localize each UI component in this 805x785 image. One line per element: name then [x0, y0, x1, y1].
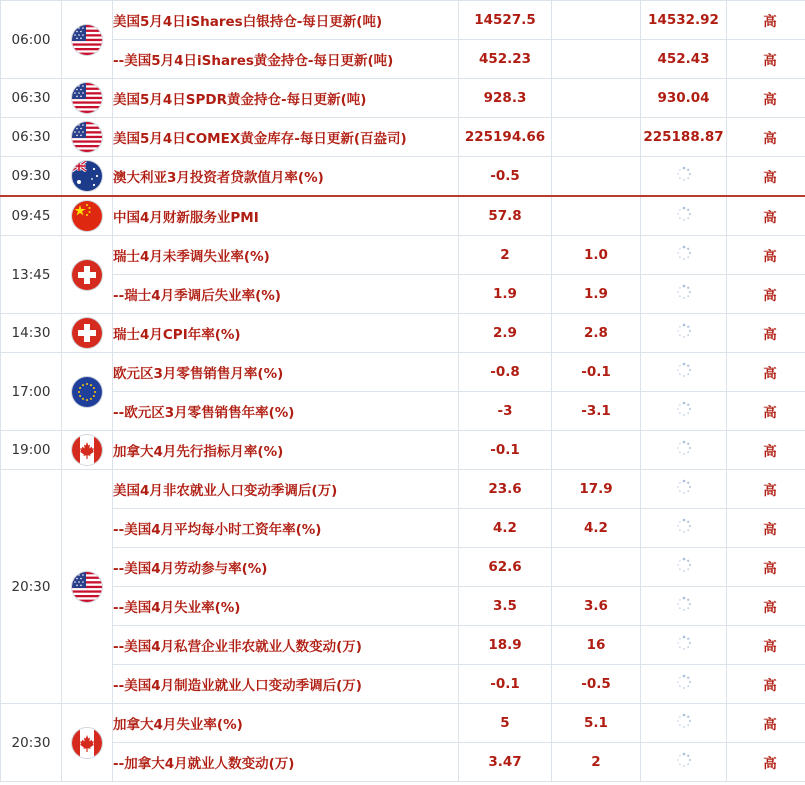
importance-label: 高: [727, 704, 805, 743]
table-row[interactable]: [1, 157, 805, 197]
expected-value: 3.6: [552, 587, 641, 626]
country-flag-cell: [62, 1, 113, 79]
country-flag-cell: [62, 236, 113, 314]
table-row[interactable]: [1, 118, 805, 157]
event-time: 09:30: [1, 157, 62, 197]
table-row[interactable]: [1, 665, 805, 704]
loading-icon: [676, 440, 692, 460]
table-row[interactable]: [1, 509, 805, 548]
actual-value: 57.8: [459, 196, 552, 236]
previous-value-cell: [641, 314, 727, 353]
country-flag-cell: [62, 431, 113, 470]
australia-flag-icon: [72, 161, 102, 191]
actual-value: -0.1: [459, 665, 552, 704]
usa-flag-icon: [72, 25, 102, 55]
expected-value: [552, 157, 641, 197]
importance-label: 高: [727, 431, 805, 470]
importance-label: 高: [727, 314, 805, 353]
actual-value: 14527.5: [459, 1, 552, 40]
previous-value-cell: [641, 587, 727, 626]
previous-value-cell: [641, 431, 727, 470]
actual-value: -0.5: [459, 157, 552, 197]
table-row[interactable]: [1, 587, 805, 626]
importance-label: 高: [727, 509, 805, 548]
actual-value: 18.9: [459, 626, 552, 665]
country-flag-cell: [62, 79, 113, 118]
switzerland-flag-icon: [72, 260, 102, 290]
importance-label: 高: [727, 626, 805, 665]
expected-value: 5.1: [552, 704, 641, 743]
actual-value: 23.6: [459, 470, 552, 509]
expected-value: 2: [552, 743, 641, 782]
expected-value: 1.0: [552, 236, 641, 275]
table-row[interactable]: [1, 548, 805, 587]
event-name[interactable]: 美国5月4日SPDR黄金持仓-每日更新(吨): [113, 79, 459, 118]
expected-value: 1.9: [552, 275, 641, 314]
actual-value: 928.3: [459, 79, 552, 118]
loading-icon: [676, 284, 692, 304]
actual-value: 1.9: [459, 275, 552, 314]
importance-label: 高: [727, 665, 805, 704]
actual-value: 3.47: [459, 743, 552, 782]
table-row[interactable]: [1, 431, 805, 470]
actual-value: -0.1: [459, 431, 552, 470]
expected-value: 17.9: [552, 470, 641, 509]
expected-value: [552, 79, 641, 118]
event-time: 06:30: [1, 79, 62, 118]
actual-value: 225194.66: [459, 118, 552, 157]
importance-label: 高: [727, 587, 805, 626]
expected-value: -3.1: [552, 392, 641, 431]
expected-value: [552, 118, 641, 157]
table-row[interactable]: [1, 40, 805, 79]
importance-label: 高: [727, 157, 805, 197]
importance-label: 高: [727, 275, 805, 314]
previous-value-cell: [641, 548, 727, 587]
event-time: 20:30: [1, 470, 62, 704]
usa-flag-icon: [72, 572, 102, 602]
expected-value: 4.2: [552, 509, 641, 548]
event-name[interactable]: 加拿大4月失业率(%): [113, 704, 459, 743]
eu-flag-icon: [72, 377, 102, 407]
event-name[interactable]: 澳大利亚3月投资者贷款值月率(%): [113, 157, 459, 197]
event-name[interactable]: --美国4月私营企业非农就业人数变动(万): [113, 626, 459, 665]
event-time: 14:30: [1, 314, 62, 353]
previous-value-cell: [641, 353, 727, 392]
previous-value-cell: [641, 470, 727, 509]
previous-value: 930.04: [641, 79, 727, 118]
table-row[interactable]: [1, 743, 805, 782]
actual-value: 5: [459, 704, 552, 743]
importance-label: 高: [727, 353, 805, 392]
importance-label: 高: [727, 79, 805, 118]
expected-value: -0.1: [552, 353, 641, 392]
loading-icon: [676, 323, 692, 343]
event-name[interactable]: 加拿大4月先行指标月率(%): [113, 431, 459, 470]
event-time: 20:30: [1, 704, 62, 782]
event-time: 06:00: [1, 1, 62, 79]
table-row[interactable]: [1, 704, 805, 743]
previous-value-cell: [641, 743, 727, 782]
event-time: 19:00: [1, 431, 62, 470]
event-name[interactable]: --美国5月4日iShares黄金持仓-每日更新(吨): [113, 40, 459, 79]
event-name[interactable]: --欧元区3月零售销售年率(%): [113, 392, 459, 431]
loading-icon: [676, 479, 692, 499]
expected-value: 16: [552, 626, 641, 665]
china-flag-icon: [72, 201, 102, 231]
importance-label: 高: [727, 196, 805, 236]
event-name[interactable]: 欧元区3月零售销售月率(%): [113, 353, 459, 392]
loading-icon: [676, 596, 692, 616]
previous-value-cell: [641, 626, 727, 665]
table-row[interactable]: [1, 196, 805, 236]
event-time: 17:00: [1, 353, 62, 431]
expected-value: [552, 196, 641, 236]
previous-value: 452.43: [641, 40, 727, 79]
event-name[interactable]: --美国4月平均每小时工资年率(%): [113, 509, 459, 548]
country-flag-cell: [62, 353, 113, 431]
loading-icon: [676, 713, 692, 733]
actual-value: 3.5: [459, 587, 552, 626]
previous-value-cell: [641, 196, 727, 236]
importance-label: 高: [727, 548, 805, 587]
importance-label: 高: [727, 118, 805, 157]
country-flag-cell: [62, 704, 113, 782]
loading-icon: [676, 245, 692, 265]
previous-value-cell: [641, 392, 727, 431]
table-row[interactable]: [1, 392, 805, 431]
previous-value-cell: [641, 236, 727, 275]
loading-icon: [676, 401, 692, 421]
actual-value: -0.8: [459, 353, 552, 392]
event-name[interactable]: 中国4月财新服务业PMI: [113, 196, 459, 236]
actual-value: 4.2: [459, 509, 552, 548]
calendar-body: [1, 1, 805, 782]
previous-value-cell: [641, 704, 727, 743]
actual-value: 2.9: [459, 314, 552, 353]
importance-label: 高: [727, 392, 805, 431]
actual-value: 2: [459, 236, 552, 275]
event-name[interactable]: 瑞士4月未季调失业率(%): [113, 236, 459, 275]
event-name[interactable]: 美国5月4日iShares白银持仓-每日更新(吨): [113, 1, 459, 40]
expected-value: [552, 431, 641, 470]
table-row[interactable]: [1, 626, 805, 665]
actual-value: 452.23: [459, 40, 552, 79]
event-name[interactable]: --加拿大4月就业人数变动(万): [113, 743, 459, 782]
previous-value-cell: [641, 157, 727, 197]
actual-value: -3: [459, 392, 552, 431]
event-name[interactable]: --美国4月失业率(%): [113, 587, 459, 626]
switzerland-flag-icon: [72, 318, 102, 348]
country-flag-cell: [62, 196, 113, 236]
event-name[interactable]: 瑞士4月CPI年率(%): [113, 314, 459, 353]
event-time: 09:45: [1, 196, 62, 236]
table-row[interactable]: [1, 314, 805, 353]
loading-icon: [676, 362, 692, 382]
country-flag-cell: [62, 470, 113, 704]
importance-label: 高: [727, 470, 805, 509]
table-row[interactable]: [1, 79, 805, 118]
previous-value: 225188.87: [641, 118, 727, 157]
event-time: 06:30: [1, 118, 62, 157]
expected-value: [552, 40, 641, 79]
importance-label: 高: [727, 40, 805, 79]
previous-value-cell: [641, 509, 727, 548]
expected-value: -0.5: [552, 665, 641, 704]
importance-label: 高: [727, 236, 805, 275]
loading-icon: [676, 752, 692, 772]
canada-flag-icon: [72, 435, 102, 465]
country-flag-cell: [62, 118, 113, 157]
previous-value-cell: [641, 275, 727, 314]
event-name[interactable]: 美国4月非农就业人口变动季调后(万): [113, 470, 459, 509]
usa-flag-icon: [72, 122, 102, 152]
previous-value-cell: [641, 665, 727, 704]
loading-icon: [676, 674, 692, 694]
expected-value: 2.8: [552, 314, 641, 353]
expected-value: [552, 1, 641, 40]
country-flag-cell: [62, 314, 113, 353]
expected-value: [552, 548, 641, 587]
table-row[interactable]: [1, 275, 805, 314]
usa-flag-icon: [72, 83, 102, 113]
event-name[interactable]: --美国4月制造业就业人口变动季调后(万): [113, 665, 459, 704]
loading-icon: [676, 518, 692, 538]
loading-icon: [676, 166, 692, 186]
table-row[interactable]: [1, 1, 805, 40]
event-name[interactable]: --瑞士4月季调后失业率(%): [113, 275, 459, 314]
event-time: 13:45: [1, 236, 62, 314]
table-row[interactable]: [1, 470, 805, 509]
table-row[interactable]: [1, 353, 805, 392]
importance-label: 高: [727, 1, 805, 40]
actual-value: 62.6: [459, 548, 552, 587]
country-flag-cell: [62, 157, 113, 197]
loading-icon: [676, 635, 692, 655]
event-name[interactable]: 美国5月4日COMEX黄金库存-每日更新(百盎司): [113, 118, 459, 157]
event-name[interactable]: --美国4月劳动参与率(%): [113, 548, 459, 587]
canada-flag-icon: [72, 728, 102, 758]
table-row[interactable]: [1, 236, 805, 275]
loading-icon: [676, 557, 692, 577]
loading-icon: [676, 206, 692, 226]
previous-value: 14532.92: [641, 1, 727, 40]
importance-label: 高: [727, 743, 805, 782]
